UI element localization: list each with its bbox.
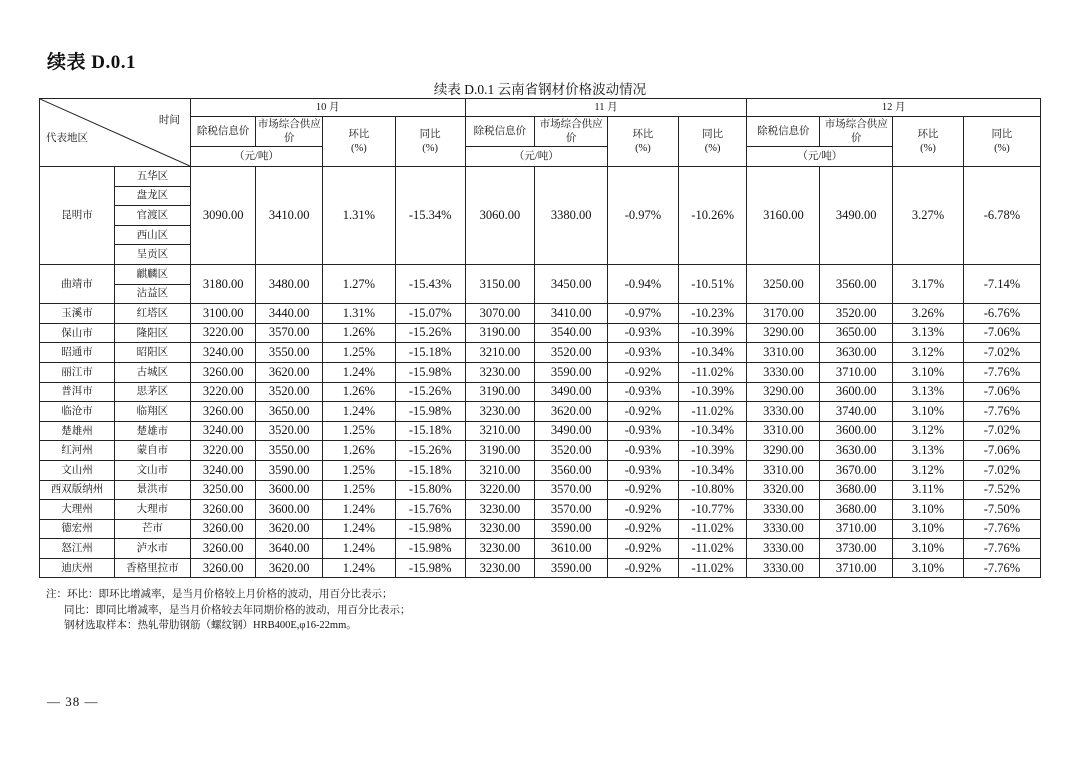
value-cell: -15.18%: [395, 460, 465, 480]
district-cell: 文山市: [114, 460, 190, 480]
value-cell: 3220.00: [190, 441, 256, 461]
value-cell: 3260.00: [190, 558, 256, 578]
col-header-tax-excluded: 除税信息价: [747, 117, 820, 147]
district-cell: 呈贡区: [114, 245, 190, 265]
value-cell: 3550.00: [256, 441, 323, 461]
unit-label-yuan-per-ton: （元/吨）: [465, 147, 608, 167]
value-cell: 1.31%: [323, 167, 396, 265]
value-cell: 3620.00: [256, 519, 323, 539]
value-cell: -10.23%: [678, 304, 747, 324]
value-cell: 3150.00: [465, 264, 535, 303]
value-cell: 3250.00: [747, 264, 820, 303]
table-row: [40, 421, 1041, 441]
value-cell: 3210.00: [465, 421, 535, 441]
value-cell: -15.80%: [395, 480, 465, 500]
district-cell: 红塔区: [114, 304, 190, 324]
value-cell: 3250.00: [190, 480, 256, 500]
value-cell: 3290.00: [747, 323, 820, 343]
city-cell: 临沧市: [40, 402, 115, 422]
value-cell: -15.98%: [395, 539, 465, 559]
value-cell: 1.24%: [323, 558, 396, 578]
value-cell: -15.26%: [395, 441, 465, 461]
value-cell: 3260.00: [190, 500, 256, 520]
value-cell: -11.02%: [678, 558, 747, 578]
value-cell: -7.02%: [963, 421, 1040, 441]
value-cell: 3.10%: [893, 500, 964, 520]
value-cell: 3480.00: [256, 264, 323, 303]
value-cell: 3.13%: [893, 441, 964, 461]
value-cell: 3680.00: [820, 500, 893, 520]
table-row: [40, 167, 1041, 187]
value-cell: -10.39%: [678, 323, 747, 343]
value-cell: 3640.00: [256, 539, 323, 559]
value-cell: 3210.00: [465, 343, 535, 363]
value-cell: 3230.00: [465, 519, 535, 539]
value-cell: 3.26%: [893, 304, 964, 324]
value-cell: 3310.00: [747, 460, 820, 480]
value-cell: -10.77%: [678, 500, 747, 520]
value-cell: 3220.00: [465, 480, 535, 500]
value-cell: 3230.00: [465, 402, 535, 422]
value-cell: 3600.00: [256, 480, 323, 500]
district-cell: 隆阳区: [114, 323, 190, 343]
city-cell: 普洱市: [40, 382, 115, 402]
qujing-city-cell: 曲靖市: [40, 264, 115, 303]
value-cell: 3590.00: [535, 558, 608, 578]
value-cell: 3710.00: [820, 558, 893, 578]
value-cell: 3.17%: [893, 264, 964, 303]
value-cell: 3190.00: [465, 323, 535, 343]
value-cell: -0.93%: [608, 441, 679, 461]
district-cell: 沾益区: [114, 284, 190, 304]
value-cell: 3.12%: [893, 460, 964, 480]
value-cell: 3440.00: [256, 304, 323, 324]
value-cell: 3330.00: [747, 402, 820, 422]
month-header-dec: 12 月: [747, 99, 1041, 117]
city-cell: 迪庆州: [40, 558, 115, 578]
table-row: [40, 264, 1041, 284]
col-header-yoy: 同比 (%): [678, 117, 747, 167]
value-cell: 3740.00: [820, 402, 893, 422]
value-cell: 3310.00: [747, 421, 820, 441]
value-cell: 1.24%: [323, 362, 396, 382]
month-header-oct: 10 月: [190, 99, 465, 117]
district-cell: 官渡区: [114, 206, 190, 226]
value-cell: 3620.00: [256, 362, 323, 382]
district-cell: 西山区: [114, 225, 190, 245]
value-cell: 1.26%: [323, 382, 396, 402]
value-cell: 3070.00: [465, 304, 535, 324]
value-cell: 3560.00: [535, 460, 608, 480]
value-cell: -10.80%: [678, 480, 747, 500]
value-cell: 3090.00: [190, 167, 256, 265]
table-row: [40, 460, 1041, 480]
value-cell: 3.13%: [893, 323, 964, 343]
table-row: [40, 558, 1041, 578]
table-row: [40, 323, 1041, 343]
value-cell: 3730.00: [820, 539, 893, 559]
table-row: [40, 441, 1041, 461]
city-cell: 西双版纳州: [40, 480, 115, 500]
month-header-nov: 11 月: [465, 99, 747, 117]
value-cell: 3330.00: [747, 362, 820, 382]
value-cell: 3620.00: [256, 558, 323, 578]
value-cell: 3.27%: [893, 167, 964, 265]
value-cell: 3.12%: [893, 343, 964, 363]
district-cell: 盘龙区: [114, 186, 190, 206]
district-cell: 蒙自市: [114, 441, 190, 461]
value-cell: -10.34%: [678, 421, 747, 441]
value-cell: -7.02%: [963, 343, 1040, 363]
district-cell: 昭阳区: [114, 343, 190, 363]
col-header-market-price: 市场综合供应价: [820, 117, 893, 147]
value-cell: 3.10%: [893, 558, 964, 578]
value-cell: 3210.00: [465, 460, 535, 480]
district-cell: 临翔区: [114, 402, 190, 422]
city-cell: 红河州: [40, 441, 115, 461]
value-cell: -7.02%: [963, 460, 1040, 480]
value-cell: 3.13%: [893, 382, 964, 402]
col-header-yoy: 同比 (%): [963, 117, 1040, 167]
value-cell: -7.06%: [963, 441, 1040, 461]
value-cell: -11.02%: [678, 539, 747, 559]
value-cell: 3680.00: [820, 480, 893, 500]
value-cell: -15.76%: [395, 500, 465, 520]
value-cell: -6.76%: [963, 304, 1040, 324]
value-cell: -11.02%: [678, 519, 747, 539]
value-cell: -0.92%: [608, 539, 679, 559]
col-header-market-price: 市场综合供应价: [256, 117, 323, 147]
value-cell: -15.07%: [395, 304, 465, 324]
value-cell: 3520.00: [256, 421, 323, 441]
table-row: [40, 539, 1041, 559]
value-cell: 3570.00: [256, 323, 323, 343]
value-cell: 3520.00: [535, 343, 608, 363]
value-cell: 3260.00: [190, 539, 256, 559]
col-header-mom: 环比 (%): [323, 117, 396, 167]
value-cell: 3220.00: [190, 382, 256, 402]
value-cell: 3230.00: [465, 539, 535, 559]
district-cell: 五华区: [114, 167, 190, 187]
value-cell: -10.39%: [678, 382, 747, 402]
value-cell: -0.92%: [608, 519, 679, 539]
value-cell: 3610.00: [535, 539, 608, 559]
value-cell: 3240.00: [190, 460, 256, 480]
city-cell: 楚雄州: [40, 421, 115, 441]
district-cell: 泸水市: [114, 539, 190, 559]
value-cell: -11.02%: [678, 402, 747, 422]
district-cell: 古城区: [114, 362, 190, 382]
value-cell: 3.10%: [893, 519, 964, 539]
table-row: [40, 402, 1041, 422]
value-cell: 3170.00: [747, 304, 820, 324]
value-cell: -0.97%: [608, 304, 679, 324]
value-cell: -10.34%: [678, 460, 747, 480]
value-cell: 3630.00: [820, 441, 893, 461]
value-cell: 3590.00: [535, 362, 608, 382]
value-cell: 3670.00: [820, 460, 893, 480]
value-cell: 3160.00: [747, 167, 820, 265]
value-cell: -15.98%: [395, 519, 465, 539]
value-cell: -7.50%: [963, 500, 1040, 520]
value-cell: 3230.00: [465, 362, 535, 382]
note-line-sample: 钢材选取样本：热轧带肋钢筋（螺纹钢）HRB400E,φ16-22mm。: [64, 620, 357, 631]
city-cell: 保山市: [40, 323, 115, 343]
value-cell: 3600.00: [256, 500, 323, 520]
value-cell: 3320.00: [747, 480, 820, 500]
district-cell: 景洪市: [114, 480, 190, 500]
city-cell: 文山州: [40, 460, 115, 480]
value-cell: -0.92%: [608, 480, 679, 500]
value-cell: -10.34%: [678, 343, 747, 363]
value-cell: 3290.00: [747, 441, 820, 461]
value-cell: 3260.00: [190, 402, 256, 422]
value-cell: -0.92%: [608, 402, 679, 422]
corner-time-label: 时间: [158, 115, 180, 126]
value-cell: -15.98%: [395, 402, 465, 422]
value-cell: 3600.00: [820, 421, 893, 441]
value-cell: 3380.00: [535, 167, 608, 265]
value-cell: -15.26%: [395, 323, 465, 343]
value-cell: -15.18%: [395, 343, 465, 363]
value-cell: 3180.00: [190, 264, 256, 303]
col-header-market-price: 市场综合供应价: [535, 117, 608, 147]
value-cell: 3.10%: [893, 539, 964, 559]
value-cell: -15.98%: [395, 558, 465, 578]
col-header-yoy: 同比 (%): [395, 117, 465, 167]
value-cell: 3710.00: [820, 519, 893, 539]
value-cell: -11.02%: [678, 362, 747, 382]
value-cell: 3600.00: [820, 382, 893, 402]
value-cell: -7.76%: [963, 402, 1040, 422]
value-cell: 3240.00: [190, 421, 256, 441]
value-cell: 3330.00: [747, 539, 820, 559]
unit-label-yuan-per-ton: （元/吨）: [190, 147, 322, 167]
value-cell: 3330.00: [747, 500, 820, 520]
value-cell: -0.93%: [608, 460, 679, 480]
city-cell: 丽江市: [40, 362, 115, 382]
value-cell: 1.24%: [323, 519, 396, 539]
value-cell: -7.76%: [963, 539, 1040, 559]
value-cell: 1.24%: [323, 402, 396, 422]
value-cell: 3710.00: [820, 362, 893, 382]
col-header-tax-excluded: 除税信息价: [190, 117, 256, 147]
value-cell: -0.93%: [608, 343, 679, 363]
value-cell: 3260.00: [190, 362, 256, 382]
value-cell: 1.25%: [323, 460, 396, 480]
col-header-mom: 环比 (%): [608, 117, 679, 167]
district-cell: 楚雄市: [114, 421, 190, 441]
city-cell: 德宏州: [40, 519, 115, 539]
corner-header-cell: [40, 99, 191, 167]
value-cell: 3060.00: [465, 167, 535, 265]
corner-region-label: 代表地区: [46, 132, 88, 144]
value-cell: -7.06%: [963, 323, 1040, 343]
value-cell: -0.93%: [608, 421, 679, 441]
value-cell: 3410.00: [256, 167, 323, 265]
value-cell: 3220.00: [190, 323, 256, 343]
value-cell: 3330.00: [747, 558, 820, 578]
value-cell: 3.12%: [893, 421, 964, 441]
table-notes: [46, 587, 411, 634]
page-number: — 38 —: [47, 694, 99, 709]
value-cell: -15.18%: [395, 421, 465, 441]
value-cell: 1.26%: [323, 323, 396, 343]
steel-price-table: [39, 98, 1041, 578]
value-cell: -0.93%: [608, 323, 679, 343]
value-cell: -7.76%: [963, 558, 1040, 578]
value-cell: 1.27%: [323, 264, 396, 303]
table-row: [40, 362, 1041, 382]
value-cell: 1.25%: [323, 343, 396, 363]
value-cell: -7.06%: [963, 382, 1040, 402]
value-cell: 3570.00: [535, 480, 608, 500]
value-cell: 3310.00: [747, 343, 820, 363]
value-cell: 3.10%: [893, 402, 964, 422]
district-cell: 芒市: [114, 519, 190, 539]
value-cell: 3.10%: [893, 362, 964, 382]
value-cell: 1.24%: [323, 539, 396, 559]
table-row: [40, 519, 1041, 539]
value-cell: -0.92%: [608, 500, 679, 520]
value-cell: 3570.00: [535, 500, 608, 520]
value-cell: 3520.00: [535, 441, 608, 461]
value-cell: 3230.00: [465, 500, 535, 520]
value-cell: -0.93%: [608, 382, 679, 402]
city-cell: 玉溪市: [40, 304, 115, 324]
value-cell: -7.14%: [963, 264, 1040, 303]
table-caption: 续表 D.0.1 云南省钢材价格波动情况: [433, 82, 647, 97]
value-cell: 3290.00: [747, 382, 820, 402]
value-cell: 3650.00: [820, 323, 893, 343]
district-cell: 麒麟区: [114, 264, 190, 284]
value-cell: 3230.00: [465, 558, 535, 578]
note-line-mom: 注：环比：即环比增减率，是当月价格较上月价格的波动，用百分比表示；: [46, 589, 393, 600]
value-cell: 3550.00: [256, 343, 323, 363]
value-cell: 3520.00: [820, 304, 893, 324]
col-header-mom: 环比 (%): [893, 117, 964, 167]
value-cell: -6.78%: [963, 167, 1040, 265]
value-cell: 3630.00: [820, 343, 893, 363]
district-cell: 香格里拉市: [114, 558, 190, 578]
table-row: [40, 500, 1041, 520]
value-cell: 3490.00: [535, 421, 608, 441]
city-cell: 大理州: [40, 500, 115, 520]
value-cell: 1.24%: [323, 500, 396, 520]
unit-label-yuan-per-ton: （元/吨）: [747, 147, 893, 167]
value-cell: -15.34%: [395, 167, 465, 265]
value-cell: 3520.00: [256, 382, 323, 402]
value-cell: 3240.00: [190, 343, 256, 363]
table-row: [40, 304, 1041, 324]
value-cell: 1.25%: [323, 421, 396, 441]
table-row: [40, 382, 1041, 402]
value-cell: 3410.00: [535, 304, 608, 324]
table-row: [40, 343, 1041, 363]
value-cell: -0.92%: [608, 558, 679, 578]
value-cell: 3560.00: [820, 264, 893, 303]
value-cell: 3100.00: [190, 304, 256, 324]
value-cell: -15.98%: [395, 362, 465, 382]
city-cell: 怒江州: [40, 539, 115, 559]
kunming-city-cell: 昆明市: [40, 167, 115, 265]
value-cell: 3540.00: [535, 323, 608, 343]
value-cell: 1.31%: [323, 304, 396, 324]
value-cell: -7.52%: [963, 480, 1040, 500]
value-cell: 3490.00: [820, 167, 893, 265]
value-cell: -0.92%: [608, 362, 679, 382]
table-row: [40, 480, 1041, 500]
value-cell: 3620.00: [535, 402, 608, 422]
note-line-yoy: 同比：即同比增减率，是当月价格较去年同期价格的波动，用百分比表示；: [64, 604, 411, 616]
value-cell: 3330.00: [747, 519, 820, 539]
value-cell: 3450.00: [535, 264, 608, 303]
value-cell: 1.25%: [323, 480, 396, 500]
value-cell: 3490.00: [535, 382, 608, 402]
value-cell: -10.51%: [678, 264, 747, 303]
value-cell: -10.26%: [678, 167, 747, 265]
value-cell: 3590.00: [535, 519, 608, 539]
value-cell: -0.94%: [608, 264, 679, 303]
value-cell: -7.76%: [963, 519, 1040, 539]
value-cell: 3650.00: [256, 402, 323, 422]
value-cell: 1.26%: [323, 441, 396, 461]
district-cell: 思茅区: [114, 382, 190, 402]
col-header-tax-excluded: 除税信息价: [465, 117, 535, 147]
value-cell: 3190.00: [465, 441, 535, 461]
value-cell: 3190.00: [465, 382, 535, 402]
district-cell: 大理市: [114, 500, 190, 520]
value-cell: 3260.00: [190, 519, 256, 539]
city-cell: 昭通市: [40, 343, 115, 363]
value-cell: 3.11%: [893, 480, 964, 500]
value-cell: -0.97%: [608, 167, 679, 265]
value-cell: -15.26%: [395, 382, 465, 402]
value-cell: -7.76%: [963, 362, 1040, 382]
value-cell: 3590.00: [256, 460, 323, 480]
value-cell: -10.39%: [678, 441, 747, 461]
value-cell: -15.43%: [395, 264, 465, 303]
section-title: 续表 D.0.1: [47, 52, 136, 73]
